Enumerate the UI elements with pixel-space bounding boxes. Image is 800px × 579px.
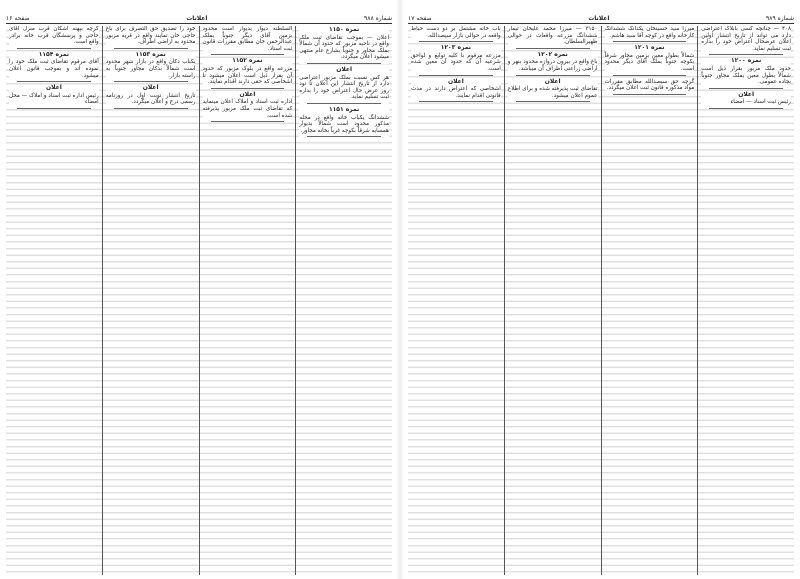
notice-heading: اعلان bbox=[447, 77, 464, 85]
notice-text: ۴۰۸ — چنانچه کسی بابلاک اعتراضی دارد می تواند از تاریخ انتشار اولین اعلان عرضحال اعتراض خود را بداره ثبت تسلیم نماید. bbox=[701, 26, 791, 52]
notice-text: تقاضای ثبت پذیرفته شده و برای اطلاع عموم اعلان میشود. bbox=[507, 86, 598, 99]
notice-entry bbox=[508, 79, 598, 103]
notice-text: شمالاً بطول معین بزمین مجاور شرقاً بکوچه جنوباً بملک آقای دیگر محدود است. bbox=[604, 52, 695, 72]
page-number: صفحه ۱۷ bbox=[408, 15, 432, 22]
notice-text: ششدانگ یکباب خانه واقع در محله مذکور محدود است شمالاً بدیوار همسایه شرقاً بکوچه غرباً بخانه مجاور. bbox=[299, 114, 389, 134]
text-column bbox=[102, 26, 199, 575]
text-column bbox=[295, 26, 392, 575]
notice-heading: نمره ۱۲۰۲ bbox=[537, 50, 568, 58]
notice-divider bbox=[307, 136, 381, 137]
notice-text: باغ واقع در بیرون دروازه محدود بنهر و اراضی زراعتی اطراف آن میباشد. bbox=[507, 59, 598, 72]
notice-heading: نمره ۱۲۰۱ bbox=[634, 44, 665, 52]
notice-entry bbox=[9, 26, 99, 49]
notice-divider bbox=[307, 103, 381, 104]
text-column bbox=[697, 26, 794, 575]
notice-heading: اعلان bbox=[544, 77, 561, 85]
notice-text: تاریخ انتشار نوبت اول در روزنامه رسمی درج و اعلان میگردد. bbox=[105, 92, 196, 106]
notice-text: میرزا سید حسینخان یکدانگ ششدانگ کارخانه واقع در کوچه آقا سید هاشم. bbox=[604, 26, 695, 39]
notice-heading: نمره ۱۲۰۰ bbox=[730, 57, 762, 65]
notice-text: مزرعه مرقوم با کلیه توابع و لواحق شرعیه آن که حدود آن معین شده است. bbox=[411, 52, 501, 72]
notice-entry bbox=[9, 85, 99, 109]
notice-divider bbox=[114, 108, 188, 109]
notice-heading: اعلان bbox=[239, 90, 256, 98]
notice-entry bbox=[411, 79, 501, 103]
notice-divider bbox=[17, 48, 91, 49]
notice-heading: اعلان bbox=[336, 65, 353, 73]
notice-divider bbox=[419, 75, 493, 76]
notice-entry bbox=[106, 85, 196, 109]
notice-entry bbox=[299, 67, 389, 104]
notice-entry bbox=[701, 92, 791, 109]
notice-text: مزرعه واقع در بلوک مزبور که حدود آن بقرار ذیل است اعلان میشود تا اشخاصی که حقی دارند اقدام نمایند. bbox=[202, 65, 293, 86]
notice-text: اداره ثبت اسناد و املاک اعلان مینماید که تقاضای ثبت ملک مزبور پذیرفته شده است. bbox=[202, 99, 293, 119]
left-newspaper-page bbox=[0, 0, 398, 579]
notice-entry bbox=[605, 26, 695, 42]
notice-text: هر کس نسبت بملک مزبور اعتراضی دارد از تاریخ انتشار این اعلان تا نود روز عرض حال اعتراض خود را بداره ثبت تسلیم نماید. bbox=[299, 74, 389, 101]
text-column bbox=[601, 26, 698, 575]
notice-divider bbox=[613, 94, 687, 95]
notice-entry bbox=[299, 107, 389, 137]
notice-entry bbox=[203, 58, 293, 88]
notice-heading: اعلان bbox=[738, 90, 755, 98]
notice-divider bbox=[709, 88, 783, 89]
notice-divider bbox=[211, 121, 285, 122]
notice-divider bbox=[307, 63, 381, 64]
notice-entry bbox=[605, 79, 695, 95]
right-newspaper-page bbox=[402, 0, 800, 579]
notice-text: السلطنه دیوار بدیوار است محدود بزمین آقای دیگر جنوباً بملک عبدالرحمن خان مطابق مقررات قانون ثبت اسناد. bbox=[202, 26, 293, 52]
notice-entry bbox=[411, 45, 501, 75]
notice-entry bbox=[701, 58, 791, 88]
notice-divider bbox=[419, 101, 493, 102]
issue-number: شماره ۹۸۹ bbox=[766, 15, 794, 22]
notice-divider bbox=[613, 75, 687, 76]
notice-text: اعلان — بموجب تقاضای ثبت ملک واقع در ناحیه مزبور که حدود آن شمالاً بملک مجاور و جنوباً بشارع عام منتهی میشود اعلان میگردد. bbox=[299, 34, 389, 61]
notice-divider bbox=[114, 81, 188, 82]
running-header bbox=[408, 12, 794, 24]
notice-divider bbox=[709, 108, 783, 109]
notice-text: حدود ملک مزبور بقرار ذیل است شمالاً بطول معین بملک مجاور جنوباً بجاده عمومی. bbox=[701, 65, 791, 86]
notice-entry bbox=[203, 26, 293, 55]
running-header bbox=[6, 12, 392, 24]
notice-heading: اعلان bbox=[142, 84, 159, 92]
notice-heading: نمره ۱۱۵۲ bbox=[232, 57, 263, 65]
notice-entry bbox=[411, 26, 501, 42]
notice-entry bbox=[9, 52, 99, 82]
notice-text: خود را تصدیق حق التصرف برای باغ حاجی خان نمایند واقع در قریه مزبور محدود به اراضی اطراف. bbox=[105, 26, 196, 46]
issue-number: شماره ۹۸۸ bbox=[364, 15, 392, 22]
notice-divider bbox=[211, 54, 285, 55]
page-number: صفحه ۱۶ bbox=[6, 15, 30, 22]
notice-divider bbox=[516, 75, 590, 76]
notice-divider bbox=[114, 48, 188, 49]
text-column bbox=[504, 26, 601, 575]
notice-text: رئیس ثبت اسناد — امضاء bbox=[730, 99, 791, 106]
notice-divider bbox=[613, 41, 687, 42]
notice-heading: نمره ۱۲۰۳ bbox=[440, 44, 472, 52]
notice-entry bbox=[106, 26, 196, 49]
notice-entry bbox=[508, 52, 598, 76]
notice-entry bbox=[203, 92, 293, 122]
notice-entry bbox=[106, 52, 196, 82]
notice-entry bbox=[299, 27, 389, 64]
notice-text: باب خانه مشتمل بر دو دست حیاط واقعه در حوالی بازار سیصدالله. bbox=[411, 26, 501, 39]
notice-text: یکباب دکان واقع در بازار شهر محدود است شمالاً بدکان مجاور جنوباً به راسته بازار. bbox=[105, 59, 196, 79]
notice-divider bbox=[419, 41, 493, 42]
notice-divider bbox=[211, 88, 285, 89]
notice-entry bbox=[508, 26, 598, 49]
notice-heading: نمره ۱۱۵۰ bbox=[328, 26, 360, 33]
columns bbox=[408, 26, 794, 575]
notice-text: ۳۱۵۰ — میرزا محمد علیخان تیمار ششدانگ مزرعه واقعات در حوالی ظهیرالسلطان. bbox=[507, 26, 598, 46]
notice-text: آقای مرقوم تقاضای ثبت ملک خود را نموده اند و بموجب قانون اعلان میشود. bbox=[9, 59, 99, 79]
notice-divider bbox=[17, 81, 91, 82]
columns bbox=[6, 26, 392, 575]
text-column bbox=[408, 26, 504, 575]
text-column bbox=[199, 26, 296, 575]
notice-divider bbox=[17, 108, 91, 109]
notice-text: رئیس اداره ثبت اسناد و املاک — محل امضاء bbox=[9, 92, 99, 106]
notice-divider bbox=[516, 101, 590, 102]
notice-entry bbox=[605, 45, 695, 75]
notice-heading: نمره ۱۱۵۳ bbox=[135, 50, 166, 58]
text-column bbox=[6, 26, 102, 575]
notice-divider bbox=[709, 54, 783, 55]
notice-heading: اعلان bbox=[45, 84, 62, 92]
notice-divider bbox=[516, 48, 590, 49]
section-title: اعلانات bbox=[588, 15, 610, 22]
notice-text: گرچه بپهنه اشکان قرب منزل آقای حاجی و پرسشگان قرب خانه برادر واقع است. bbox=[9, 26, 99, 46]
notice-text: اشخاصی که اعتراض دارند در مدت قانونی اقدام نمایند. bbox=[411, 86, 501, 99]
notice-text: گرچه حق سیصدالله مطابق مقررات مواد مذکوره قانون ثبت اعلان میگردد. bbox=[604, 78, 695, 92]
notice-entry bbox=[701, 26, 791, 55]
notice-heading: نمره ۱۱۵۱ bbox=[328, 105, 360, 113]
section-title: اعلانات bbox=[186, 15, 208, 22]
notice-heading: نمره ۱۱۵۴ bbox=[38, 50, 70, 58]
